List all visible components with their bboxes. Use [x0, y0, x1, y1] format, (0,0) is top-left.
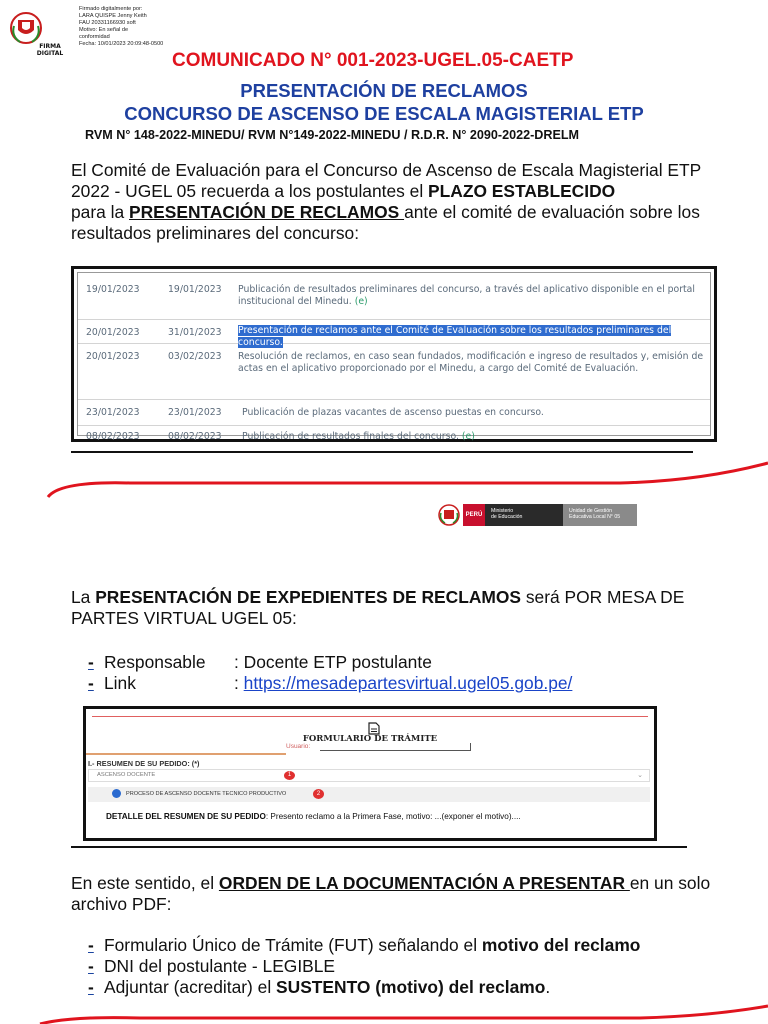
requirement-bold: motivo del reclamo: [481, 935, 641, 955]
intro-paragraph: [71, 160, 731, 244]
radio-selected-icon: [112, 789, 121, 798]
schedule-table: [71, 266, 717, 442]
requirement-post: .: [545, 977, 551, 997]
requirement-text: Formulario Único de Trámite (FUT) señalando el: [104, 935, 482, 955]
signature-block: [79, 6, 189, 47]
mesa-de-partes-link[interactable]: https://mesadepartesvirtual.ugel05.gob.pe/: [243, 673, 573, 693]
red-swoosh-divider: [0, 455, 768, 500]
row-start-date: 23/01/2023: [86, 407, 140, 418]
expedientes-bold: PRESENTACIÓN DE EXPEDIENTES DE RECLAMOS: [95, 587, 521, 607]
institution-logos: [437, 503, 637, 527]
table-row: [78, 343, 710, 400]
intro-text-2: para la: [71, 202, 130, 222]
expedientes-paragraph: [71, 587, 731, 629]
signature-line: FAU 20331166930 soft: [79, 19, 136, 26]
orden-paragraph: [71, 873, 731, 915]
signature-line: Motivo: En señal de: [79, 26, 129, 33]
subtitle-concurso: CONCURSO DE ASCENSO DE ESCALA MAGISTERIAL ETP: [124, 103, 644, 124]
ministerio-line-2: de Educación: [491, 514, 523, 521]
signature-line: Fecha: 10/01/2023 20:09:48-0500: [79, 40, 164, 47]
row-mark: (e): [354, 296, 368, 307]
step-badge-1: 1: [284, 771, 295, 780]
red-swoosh-divider-bottom: [0, 1004, 768, 1024]
intro-text-3: ante el comité de evaluación sobre los resultados preliminares del concurso:: [71, 202, 700, 243]
row-start-date: 08/02/2023: [86, 431, 140, 442]
option-row[interactable]: [88, 787, 650, 802]
responsable-label: Responsable: [104, 652, 206, 672]
row-start-date: 19/01/2023: [86, 284, 140, 295]
usuario-label: Usuario:: [286, 743, 311, 750]
row-activity: Publicación de resultados finales del concurso.: [242, 431, 459, 442]
signature-line: Firmado digitalmente por:: [79, 6, 143, 12]
intro-text-1: El Comité de Evaluación para el Concurso de Ascenso de Escala Magisterial ETP 2022 - UGEL 05 recuerda a los postulantes el: [71, 160, 701, 201]
orden-post: en un solo archivo PDF:: [71, 873, 711, 914]
form-title: FORMULARIO DE TRÁMITE: [302, 734, 438, 744]
option-label: PROCESO DE ASCENSO DOCENTE TECNICO PRODUCTIVO: [126, 791, 287, 797]
table-row: [78, 399, 710, 426]
subtitle-reclamos: PRESENTACIÓN DE RECLAMOS: [240, 80, 528, 101]
divider-rule: [71, 846, 687, 848]
chevron-down-icon: ⌄: [637, 772, 643, 779]
peru-label: PERÚ: [463, 504, 485, 526]
ugel-block: [563, 504, 637, 526]
table-row: [78, 425, 710, 445]
row-activity: Publicación de resultados preliminares del concurso, a través del aplicativo disponible en el portal institucional del Minedu.: [238, 284, 695, 307]
form-screenshot: [83, 706, 657, 841]
row-end-date: 03/02/2023: [168, 351, 222, 362]
ugel-line-1: Unidad de Gestión: [569, 508, 612, 514]
row-start-date: 20/01/2023: [86, 327, 140, 338]
row-end-date: 31/01/2023: [168, 327, 222, 338]
table-row: [78, 273, 710, 320]
orden-bold: ORDEN DE LA DOCUMENTACIÓN A PRESENTAR: [218, 873, 630, 893]
seal-label-digital: DIGITAL: [36, 50, 64, 57]
row-activity-highlighted: Presentación de reclamos ante el Comité de Evaluación sobre los resultados preliminares del concurso.: [238, 325, 672, 348]
requirement-bold: SUSTENTO (motivo) del reclamo: [276, 977, 546, 997]
digital-signature-seal-icon: [6, 8, 64, 56]
step-badge-2: 2: [313, 789, 324, 799]
orden-pre: En este sentido, el: [71, 873, 219, 893]
seal-label-firma: FIRMA: [39, 43, 61, 50]
detail-label: DETALLE DEL RESUMEN DE SU PEDIDO: [106, 812, 266, 821]
requirement-text: DNI del postulante - LEGIBLE: [104, 956, 336, 976]
rvm-reference: RVM N° 148-2022-MINEDU/ RVM N°149-2022-MINEDU / R.D.R. N° 2090-2022-DRELM: [85, 128, 580, 142]
expedientes-post: será POR MESA DE PARTES VIRTUAL UGEL 05:: [71, 587, 685, 628]
form-section-title: I.- RESUMEN DE SU PEDIDO: (*): [88, 759, 200, 768]
ministerio-block: [485, 504, 563, 526]
tipo-select[interactable]: [88, 769, 650, 782]
usuario-field[interactable]: [320, 743, 471, 751]
row-start-date: 20/01/2023: [86, 351, 140, 362]
table-row: [78, 319, 710, 348]
row-mark: (e): [461, 431, 475, 442]
row-activity: Resolución de reclamos, en caso sean fundados, modificación e ingreso de resultados y, emisión de actas en el aplicativo proporcionado por el Minedu, a cargo del Comité de Evaluación.: [238, 351, 704, 374]
tipo-select-value: ASCENSO DOCENTE: [97, 772, 156, 778]
responsable-value: : Docente ETP postulante: [234, 652, 432, 672]
detail-text: : Presento reclamo a la Primera Fase, motivo: ...(exponer el motivo)....: [265, 812, 521, 821]
intro-bold-plazo: PLAZO ESTABLECIDO: [428, 181, 616, 201]
row-activity: Publicación de plazas vacantes de ascenso puestas en concurso.: [242, 407, 544, 418]
signature-line: conformidad: [79, 33, 110, 40]
form-detail: [106, 812, 521, 821]
peru-coat-of-arms-icon: [437, 503, 461, 527]
intro-bold-reclamos: PRESENTACIÓN DE RECLAMOS: [129, 202, 405, 222]
link-label: Link: [104, 673, 136, 693]
link-prefix: :: [234, 673, 244, 693]
row-end-date: 08/02/2023: [168, 431, 222, 442]
comunicado-title: COMUNICADO N° 001-2023-UGEL.05-CAETP: [172, 50, 574, 71]
expedientes-pre: La: [71, 587, 96, 607]
row-end-date: 23/01/2023: [168, 407, 222, 418]
ministerio-line-1: Ministerio: [491, 508, 514, 514]
row-end-date: 19/01/2023: [168, 284, 222, 295]
ugel-line-2: Educativa Local N° 05: [569, 514, 621, 521]
signature-line: LARA QUISPE Jenny Keith: [79, 12, 147, 19]
requirement-text: Adjuntar (acreditar) el: [104, 977, 277, 997]
divider-rule: [71, 451, 693, 453]
